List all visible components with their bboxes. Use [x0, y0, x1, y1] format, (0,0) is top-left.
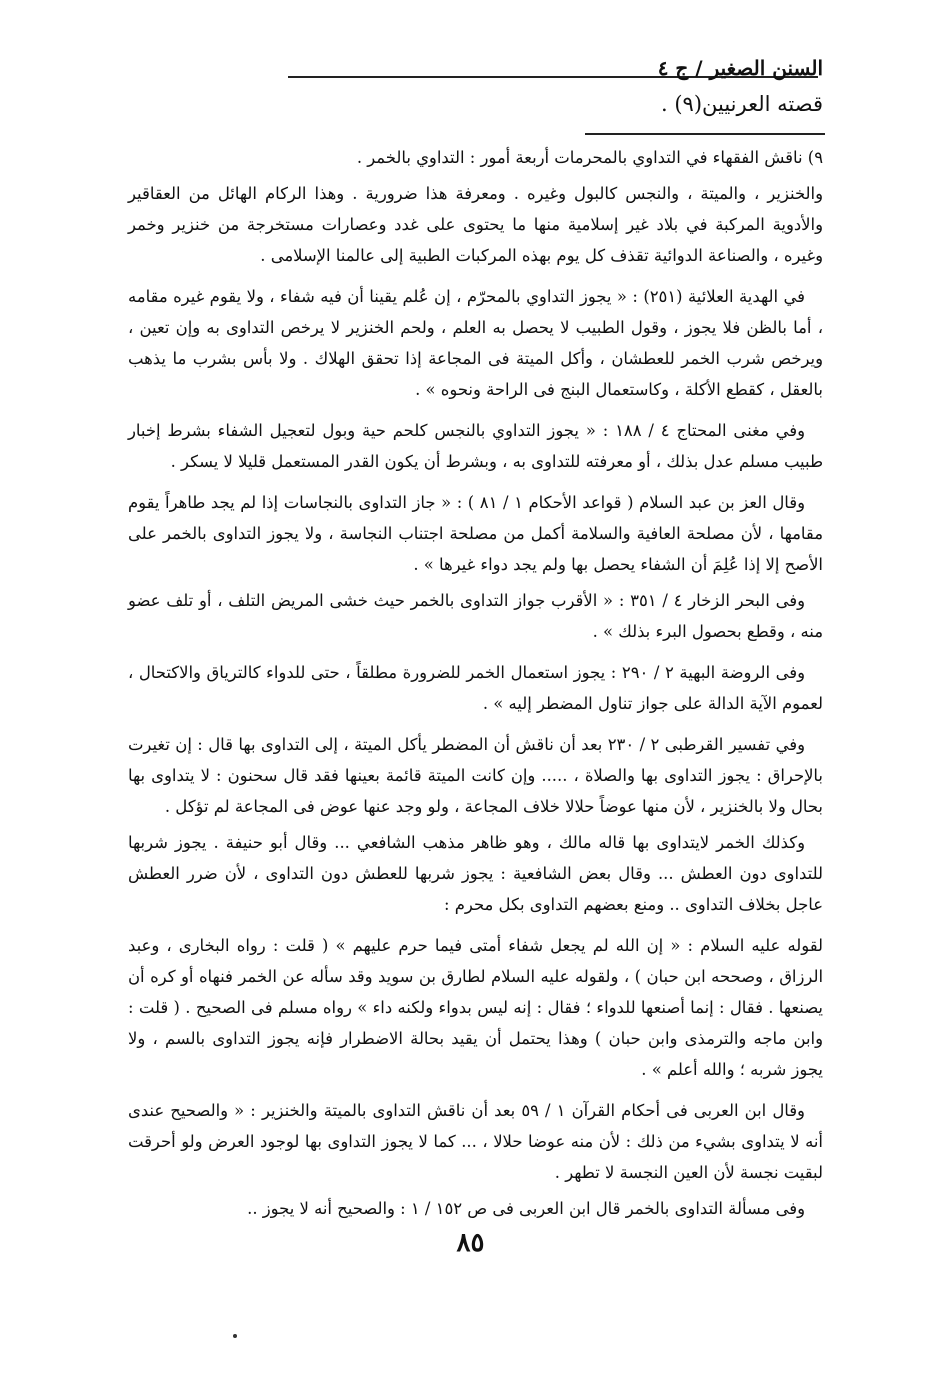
footnote-paragraph: وفي تفسير القرطبى ٢ / ٢٣٠ بعد أن ناقش أن المضطر يأكل الميتة ، إلى التداوى بها قال : إن تغيرت بالإحراق : يجوز التداوى بها والصلاة ، ..... وإن كانت الميتة قائمة بعينها فقد قال سحنون : لا يتداوى بها بحال ولا بالخنزير ، لأن منها عوضاً حلالا خلاف المجاعة ، ولو وجد عنها عوض فى المجاعة لم تؤكل .	[128, 735, 823, 816]
footnote-rule	[585, 133, 825, 135]
footnote-paragraph: وكذلك الخمر لايتداوى بها قاله مالك ، وهو ظاهر مذهب الشافعي ... وقال أبو حنيفة . يجوز شربها للتداوى دون العطش ... وقال بعض الشافعية : يجوز شربها للعطش دون التداوى ، لأن ضرر العطش عاجل بخلاف التداوى .. ومنع بعضهم التداوى بكل محرم :	[128, 833, 823, 914]
footnote-paragraph: وفى البحر الزخار ٤ / ٣٥١ : « الأقرب جواز التداوى بالخمر حيث خشى المريض التلف ، أو تلف عضو منه ، وقطع بحصول البرء بذلك » .	[128, 591, 823, 641]
footnote-paragraph: في الهدية العلائية (٢٥١) : « يجوز التداوي بالمحرّم ، إن عُلم يقينا أن فيه شفاء ، ولا يقوم غيره مقامه ، أما بالظن فلا يجوز ، وقول الطبيب لا يحصل به العلم ، ولحم الخنزير لا يرخص التداوى به وإن تعين ، ويرخص شرب الخمر للعطشان ، وأكل الميتة فى المجاعة إذا تحقق الهلاك . ولا بأس بشرب ما يذهب بالعقل ، كقطع الأكلة ، وكاستعمال البنج فى الراحة ونحوه » .	[128, 287, 823, 399]
footnote-paragraph: وقال العز بن عبد السلام ( قواعد الأحكام ١ / ٨١ ) : « جاز التداوى بالنجاسات إذا لم يجد طاهراً يقوم مقامها ، لأن مصلحة العافية والسلامة أكمل من مصلحة اجتناب النجاسة ، ولا يجوز التداوى بالخمر على الأصح إلا إذا عُلِمَ أن الشفاء يحصل بها ولم يجد دواء غيرها » .	[128, 493, 823, 574]
footnote-body	[128, 142, 823, 1234]
running-header: السنن الصغير / ج ٤	[657, 56, 823, 80]
section-title: قصته العرنيين(٩) .	[661, 92, 823, 116]
footnote-paragraph: ٩) ناقش الفقهاء في التداوي بالمحرمات أربعة أمور : التداوي بالخمر .	[356, 148, 823, 167]
page-number: ٨٥	[456, 1228, 485, 1258]
footnote-paragraph: وفى الروضة البهية ٢ / ٢٩٠ : يجوز استعمال الخمر للضرورة مطلقاً ، حتى للدواء كالترياق والاكتحال ، لعموم الآية الدالة على جواز تناول المضطر إليه » .	[128, 663, 823, 713]
footnote-paragraph: والخنزير ، والميتة ، والنجس كالبول وغيره . ومعرفة هذا ضرورية . وهذا الركام الهائل من العقاقير والأدوية المركبة في بلاد غير إسلامية منها ما يحتوى على غدد وعصارات مستخرجة من خنزير وخمر وغيره ، والصناعة الدوائية تقذف كل يوم بهذه المركبات الطبية إلى عالمنا الإسلامى .	[128, 184, 823, 265]
footnote-paragraph: وفى مسألة التداوى بالخمر قال ابن العربى فى ص ١٥٢ / ١ : والصحيح أنه لا يجوز ..	[247, 1199, 805, 1218]
footnote-paragraph: لقوله عليه السلام : « إن الله لم يجعل شفاء أمتى فيما حرم عليهم » ( قلت : رواه البخارى ، وعبد الرزاق ، وصححه ابن حبان ) ، ولقوله عليه السلام لطارق بن سويد وقد سأله عن الخمر فنهاه أو كره أن يصنعها . فقال : إنما أصنعها للدواء ؛ فقال : إنه ليس بدواء ولكنه داء » رواه مسلم فى الصحيح . ( قلت : وابن ماجه والترمذى وابن حبان ) وهذا يحتمل أن يقيد بحالة الاضطرار فإنه يجوز التداوى بالسم ، ولا يجوز شربه ؛ والله أعلم » .	[128, 936, 823, 1079]
scan-speck	[233, 1334, 237, 1338]
footnote-paragraph: وفي مغنى المحتاج ٤ / ١٨٨ : « يجوز التداوي بالنجس كلحم حية وبول لتعجيل الشفاء بشرط إخبار طبيب مسلم عدل بذلك ، أو معرفته للتداوى به ، وبشرط أن يكون القدر المستعمل قليلا لا يسكر .	[128, 421, 823, 471]
footnote-paragraph: وقال ابن العربى فى أحكام القرآن ١ / ٥٩ بعد أن ناقش التداوى بالميتة والخنزير : « والصحيح عندى أنه لا يتداوى بشيء من ذلك : لأن منه عوضا حلالا ، ... كما لا يجوز التداوى بها لوجود العرض ولو أحرقت لبقيت نجسة لأن العين النجسة لا تطهر .	[128, 1101, 823, 1182]
